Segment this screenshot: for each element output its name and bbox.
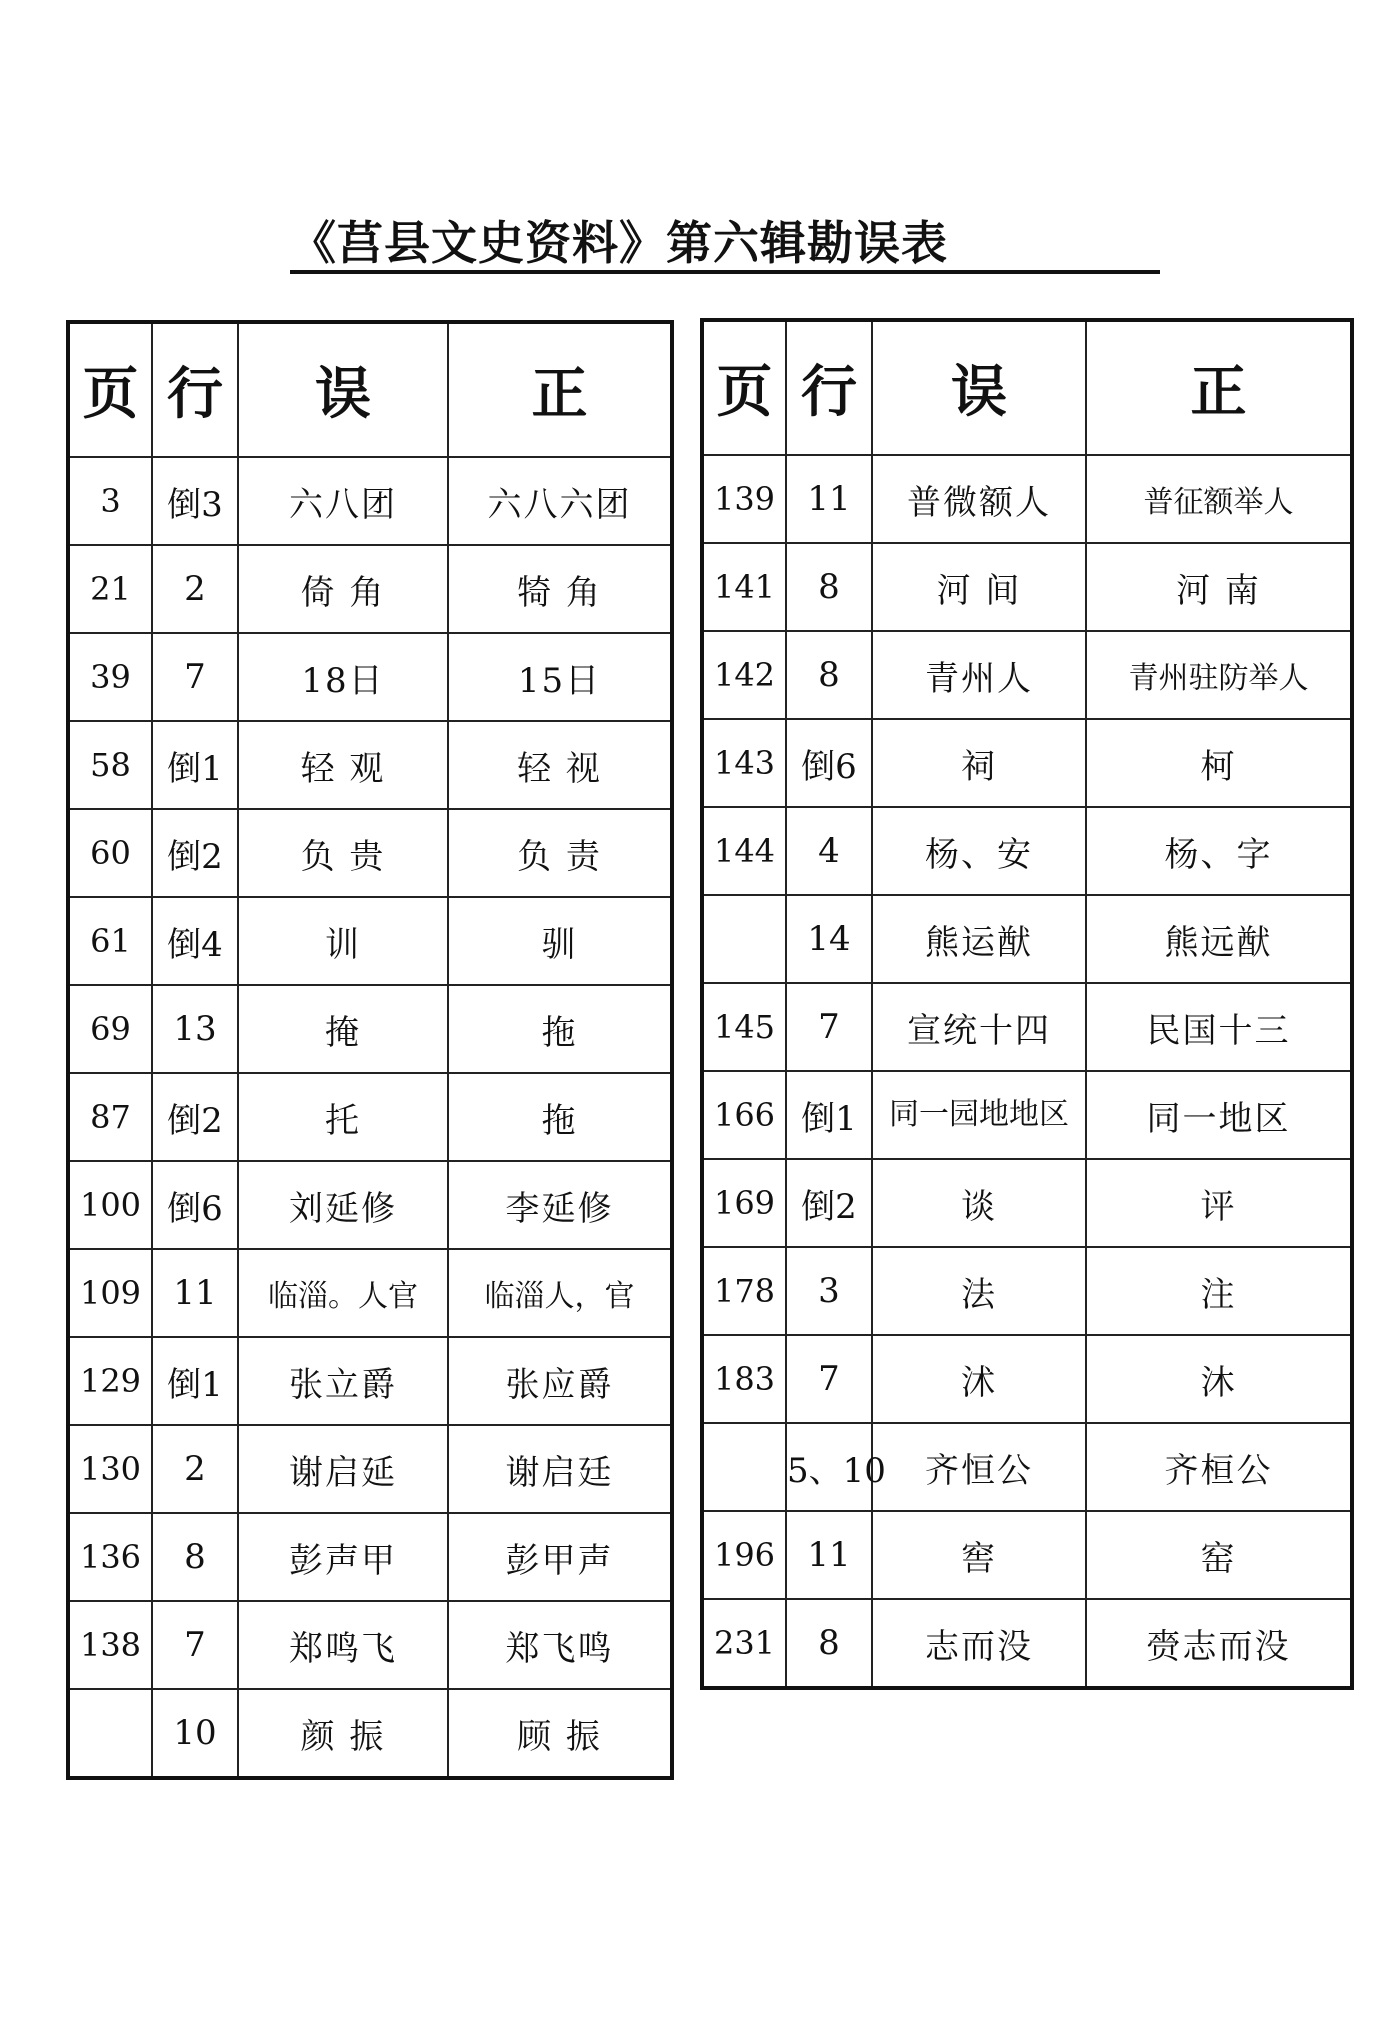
wrong-cell: 颜 振 <box>238 1689 448 1778</box>
line-cell: 倒2 <box>786 1159 872 1247</box>
correct-cell: 河 南 <box>1086 543 1352 631</box>
line-cell: 2 <box>152 545 238 633</box>
correct-cell: 沐 <box>1086 1335 1352 1423</box>
wrong-cell: 熊运猷 <box>872 895 1086 983</box>
correct-cell: 柯 <box>1086 719 1352 807</box>
line-cell: 10 <box>152 1689 238 1778</box>
wrong-cell: 倚 角 <box>238 545 448 633</box>
correct-cell: 负 责 <box>448 809 672 897</box>
line-cell: 7 <box>786 1335 872 1423</box>
correct-cell: 郑飞鸣 <box>448 1601 672 1689</box>
correct-cell: 熊远猷 <box>1086 895 1352 983</box>
correct-cell: 临淄人，官 <box>448 1249 672 1337</box>
wrong-cell: 同一园地地区 <box>872 1071 1086 1159</box>
wrong-cell: 谈 <box>872 1159 1086 1247</box>
table-row <box>68 721 672 809</box>
header-page: 页 <box>68 322 152 457</box>
line-cell: 2 <box>152 1425 238 1513</box>
header-line: 行 <box>152 322 238 457</box>
page-cell: 58 <box>68 721 152 809</box>
page-cell: 3 <box>68 457 152 545</box>
line-cell: 倒1 <box>152 721 238 809</box>
table-row <box>702 455 1352 543</box>
line-cell: 11 <box>152 1249 238 1337</box>
page-cell: 109 <box>68 1249 152 1337</box>
page-cell: 144 <box>702 807 786 895</box>
line-cell: 8 <box>786 631 872 719</box>
correct-cell: 窑 <box>1086 1511 1352 1599</box>
header-row <box>68 322 672 457</box>
wrong-cell: 张立爵 <box>238 1337 448 1425</box>
correct-cell: 顾 振 <box>448 1689 672 1778</box>
page-cell: 138 <box>68 1601 152 1689</box>
line-cell: 7 <box>152 633 238 721</box>
line-cell: 8 <box>152 1513 238 1601</box>
page-cell: 69 <box>68 985 152 1073</box>
page-cell: 129 <box>68 1337 152 1425</box>
page-cell <box>702 1423 786 1511</box>
correct-cell: 谢启廷 <box>448 1425 672 1513</box>
page-cell: 166 <box>702 1071 786 1159</box>
line-cell: 8 <box>786 1599 872 1688</box>
line-cell: 11 <box>786 455 872 543</box>
wrong-cell: 河 间 <box>872 543 1086 631</box>
line-cell: 13 <box>152 985 238 1073</box>
wrong-cell: 普微额人 <box>872 455 1086 543</box>
table-row <box>68 985 672 1073</box>
page-cell: 130 <box>68 1425 152 1513</box>
title-underline <box>290 270 1160 274</box>
header-row <box>702 320 1352 455</box>
line-cell: 倒4 <box>152 897 238 985</box>
line-cell: 倒3 <box>152 457 238 545</box>
header-correct: 正 <box>1086 320 1352 455</box>
table-row <box>68 897 672 985</box>
page-cell: 178 <box>702 1247 786 1335</box>
wrong-cell: 宣统十四 <box>872 983 1086 1071</box>
header-line: 行 <box>786 320 872 455</box>
line-cell: 倒2 <box>152 1073 238 1161</box>
correct-cell: 青州驻防举人 <box>1086 631 1352 719</box>
wrong-cell: 托 <box>238 1073 448 1161</box>
table-row <box>68 1601 672 1689</box>
page-cell: 60 <box>68 809 152 897</box>
table-row <box>68 457 672 545</box>
table-row <box>68 633 672 721</box>
correct-cell: 齐桓公 <box>1086 1423 1352 1511</box>
page-cell: 61 <box>68 897 152 985</box>
wrong-cell: 彭声甲 <box>238 1513 448 1601</box>
table-row <box>68 1073 672 1161</box>
page-cell: 143 <box>702 719 786 807</box>
line-cell: 8 <box>786 543 872 631</box>
page-cell: 39 <box>68 633 152 721</box>
page-cell: 141 <box>702 543 786 631</box>
table-row <box>702 1335 1352 1423</box>
page-cell <box>68 1689 152 1778</box>
page-cell: 142 <box>702 631 786 719</box>
page-cell: 136 <box>68 1513 152 1601</box>
table-row <box>702 983 1352 1071</box>
page-cell: 169 <box>702 1159 786 1247</box>
line-cell: 5、10 <box>786 1423 872 1511</box>
page-cell: 183 <box>702 1335 786 1423</box>
wrong-cell: 杨、安 <box>872 807 1086 895</box>
line-cell: 倒6 <box>786 719 872 807</box>
page-cell: 139 <box>702 455 786 543</box>
wrong-cell: 青州人 <box>872 631 1086 719</box>
line-cell: 7 <box>152 1601 238 1689</box>
correct-cell: 彭甲声 <box>448 1513 672 1601</box>
table-row <box>702 631 1352 719</box>
wrong-cell: 掩 <box>238 985 448 1073</box>
line-cell: 4 <box>786 807 872 895</box>
table-row <box>68 1249 672 1337</box>
line-cell: 14 <box>786 895 872 983</box>
table-row <box>702 1071 1352 1159</box>
wrong-cell: 训 <box>238 897 448 985</box>
line-cell: 倒1 <box>786 1071 872 1159</box>
correct-cell: 驯 <box>448 897 672 985</box>
table-row <box>68 1513 672 1601</box>
page-title: 《莒县文史资料》第六辑勘误表 <box>290 216 948 270</box>
header-correct: 正 <box>448 322 672 457</box>
line-cell: 7 <box>786 983 872 1071</box>
wrong-cell: 六八团 <box>238 457 448 545</box>
correct-cell: 拖 <box>448 1073 672 1161</box>
table-row <box>702 719 1352 807</box>
table-row <box>702 543 1352 631</box>
correct-cell: 同一地区 <box>1086 1071 1352 1159</box>
correct-cell: 六八六团 <box>448 457 672 545</box>
wrong-cell: 志而没 <box>872 1599 1086 1688</box>
correct-cell: 张应爵 <box>448 1337 672 1425</box>
wrong-cell: 沭 <box>872 1335 1086 1423</box>
table-row <box>68 1161 672 1249</box>
page-cell: 231 <box>702 1599 786 1688</box>
wrong-cell: 齐恒公 <box>872 1423 1086 1511</box>
page-cell: 145 <box>702 983 786 1071</box>
wrong-cell: 郑鸣飞 <box>238 1601 448 1689</box>
correct-cell: 注 <box>1086 1247 1352 1335</box>
wrong-cell: 临淄。人官 <box>238 1249 448 1337</box>
table-row <box>702 1511 1352 1599</box>
line-cell: 倒6 <box>152 1161 238 1249</box>
table-row <box>702 1159 1352 1247</box>
correct-cell: 李延修 <box>448 1161 672 1249</box>
correct-cell: 15日 <box>448 633 672 721</box>
page-cell: 100 <box>68 1161 152 1249</box>
table-row <box>702 1599 1352 1688</box>
wrong-cell: 18日 <box>238 633 448 721</box>
wrong-cell: 轻 观 <box>238 721 448 809</box>
correct-cell: 民国十三 <box>1086 983 1352 1071</box>
wrong-cell: 负 贵 <box>238 809 448 897</box>
line-cell: 倒2 <box>152 809 238 897</box>
wrong-cell: 法 <box>872 1247 1086 1335</box>
line-cell: 3 <box>786 1247 872 1335</box>
correct-cell: 轻 视 <box>448 721 672 809</box>
page-cell: 21 <box>68 545 152 633</box>
correct-cell: 赍志而没 <box>1086 1599 1352 1688</box>
header-wrong: 误 <box>238 322 448 457</box>
errata-table-right <box>700 318 1354 1690</box>
table-row <box>702 807 1352 895</box>
page-cell: 196 <box>702 1511 786 1599</box>
page-cell: 87 <box>68 1073 152 1161</box>
wrong-cell: 谢启延 <box>238 1425 448 1513</box>
table-row <box>702 895 1352 983</box>
table-row <box>68 1425 672 1513</box>
correct-cell: 杨、字 <box>1086 807 1352 895</box>
table-row <box>68 809 672 897</box>
correct-cell: 拖 <box>448 985 672 1073</box>
wrong-cell: 刘延修 <box>238 1161 448 1249</box>
correct-cell: 评 <box>1086 1159 1352 1247</box>
page-cell <box>702 895 786 983</box>
errata-table-left <box>66 320 674 1780</box>
table-row <box>68 1689 672 1778</box>
header-page: 页 <box>702 320 786 455</box>
wrong-cell: 祠 <box>872 719 1086 807</box>
table-row <box>702 1423 1352 1511</box>
correct-cell: 普征额举人 <box>1086 455 1352 543</box>
line-cell: 倒1 <box>152 1337 238 1425</box>
line-cell: 11 <box>786 1511 872 1599</box>
table-row <box>68 545 672 633</box>
table-row <box>68 1337 672 1425</box>
table-row <box>702 1247 1352 1335</box>
header-wrong: 误 <box>872 320 1086 455</box>
wrong-cell: 窖 <box>872 1511 1086 1599</box>
correct-cell: 犄 角 <box>448 545 672 633</box>
